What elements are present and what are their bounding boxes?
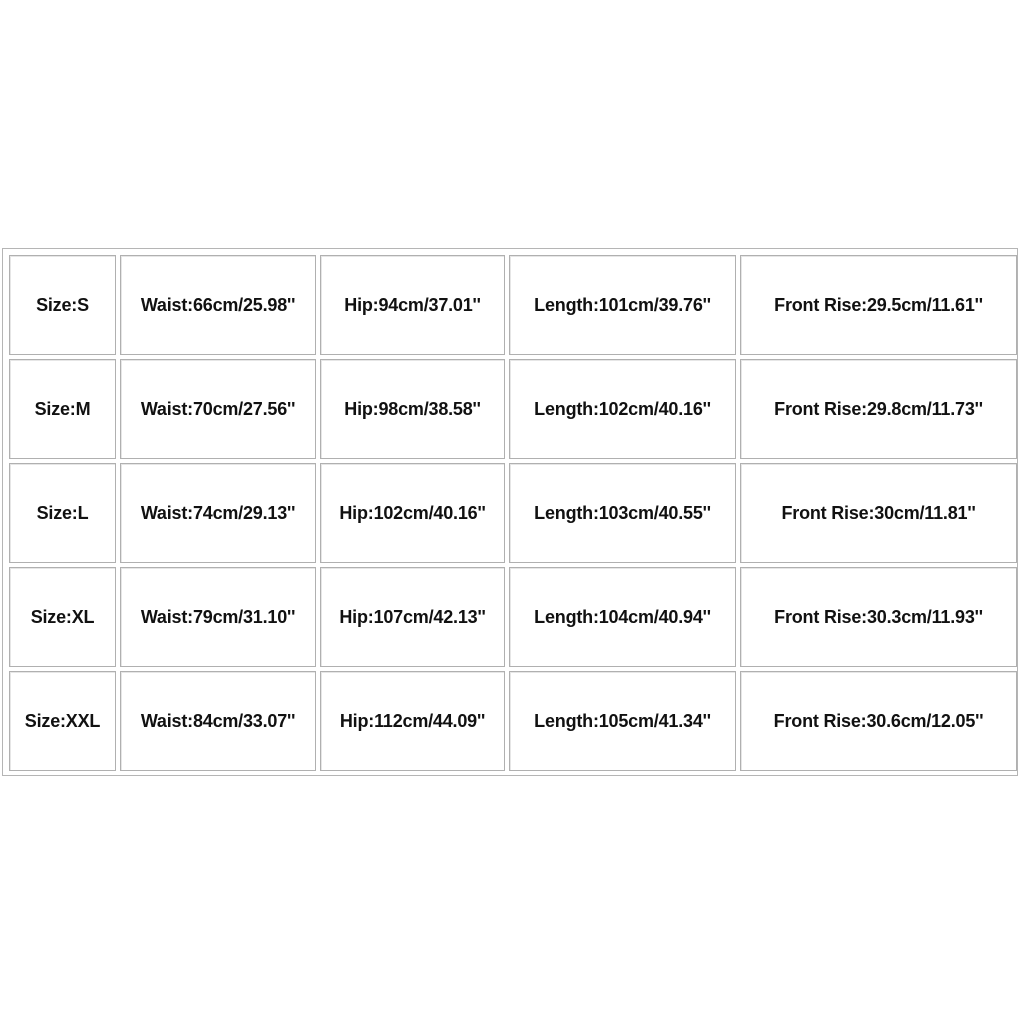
hip-cell: Hip:107cm/42.13'' bbox=[320, 567, 505, 667]
waist-cell: Waist:70cm/27.56'' bbox=[120, 359, 316, 459]
size-cell: Size:M bbox=[9, 359, 116, 459]
size-row-xxl bbox=[9, 671, 1017, 771]
size-row-l bbox=[9, 463, 1017, 563]
size-row-s bbox=[9, 255, 1017, 355]
hip-cell: Hip:94cm/37.01'' bbox=[320, 255, 505, 355]
size-cell: Size:L bbox=[9, 463, 116, 563]
size-cell: Size:XXL bbox=[9, 671, 116, 771]
front-rise-cell: Front Rise:29.5cm/11.61'' bbox=[740, 255, 1017, 355]
size-chart-grid bbox=[5, 251, 1021, 775]
length-cell: Length:101cm/39.76'' bbox=[509, 255, 736, 355]
length-cell: Length:102cm/40.16'' bbox=[509, 359, 736, 459]
size-row-xl bbox=[9, 567, 1017, 667]
hip-cell: Hip:98cm/38.58'' bbox=[320, 359, 505, 459]
hip-cell: Hip:102cm/40.16'' bbox=[320, 463, 505, 563]
length-cell: Length:104cm/40.94'' bbox=[509, 567, 736, 667]
waist-cell: Waist:84cm/33.07'' bbox=[120, 671, 316, 771]
waist-cell: Waist:79cm/31.10'' bbox=[120, 567, 316, 667]
front-rise-cell: Front Rise:30cm/11.81'' bbox=[740, 463, 1017, 563]
front-rise-cell: Front Rise:29.8cm/11.73'' bbox=[740, 359, 1017, 459]
length-cell: Length:105cm/41.34'' bbox=[509, 671, 736, 771]
waist-cell: Waist:66cm/25.98'' bbox=[120, 255, 316, 355]
hip-cell: Hip:112cm/44.09'' bbox=[320, 671, 505, 771]
size-cell: Size:XL bbox=[9, 567, 116, 667]
size-cell: Size:S bbox=[9, 255, 116, 355]
size-chart-table bbox=[2, 248, 1018, 776]
front-rise-cell: Front Rise:30.3cm/11.93'' bbox=[740, 567, 1017, 667]
size-row-m bbox=[9, 359, 1017, 459]
length-cell: Length:103cm/40.55'' bbox=[509, 463, 736, 563]
waist-cell: Waist:74cm/29.13'' bbox=[120, 463, 316, 563]
front-rise-cell: Front Rise:30.6cm/12.05'' bbox=[740, 671, 1017, 771]
